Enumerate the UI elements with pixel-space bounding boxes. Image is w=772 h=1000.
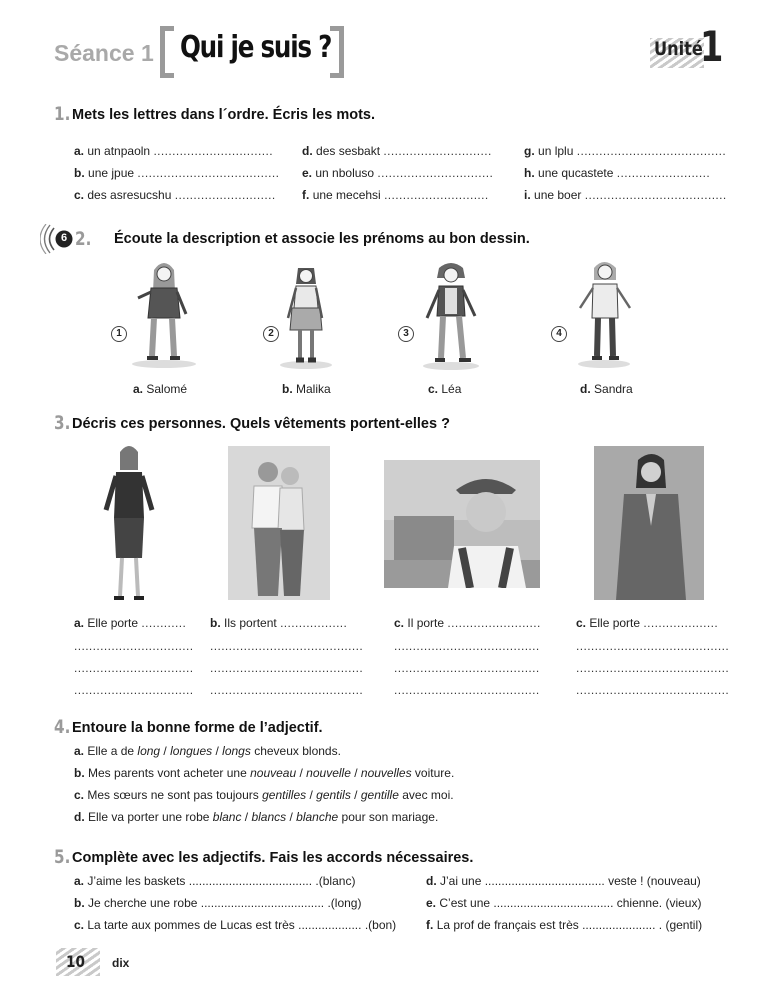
photo-c-farmer [384,460,540,588]
ex3-answer-a: a. Elle porte ............ [74,616,187,630]
ex1-item-c: c. des asresucshu ........................... [74,188,276,202]
ex5-item-c: c. La tarte aux pommes de Lucas est très ................... .(bon) [74,918,397,932]
name-c: c. Léa [428,382,462,396]
ex3-b-line-3[interactable]: ......................................... [210,683,364,697]
audio-track-number: 6 [60,232,68,244]
figure-number-4: 4 [551,326,567,342]
ex4-title: Entoure la bonne forme de l’adjectif. [72,720,323,736]
title-bracket-left [160,26,174,78]
figure-2-drawing [262,262,352,372]
ex1-title: Mets les lettres dans l´ordre. Écris les mots. [72,107,376,123]
ex5-item-d: d. J’ai une .................................... veste ! (nouveau) [426,874,701,888]
ex3-a-line-3[interactable]: ................................ [74,683,194,697]
ex1-item-e: e. un nboluso ............................... [302,166,494,180]
ex3-c-line-3[interactable]: ....................................... [394,683,540,697]
ex4-b-option-2[interactable]: nouvelle [306,766,351,780]
ex1-item-g: g. un lplu ........................................ [524,144,727,158]
ex4-number: 4. [54,716,71,738]
ex4-item-a: a. Elle a de long / longues / longs cheveux blonds. [74,744,341,758]
ex4-item-c: c. Mes sœurs ne sont pas toujours gentilles / gentils / gentille avec moi. [74,788,454,802]
page-number: 10 [66,952,85,971]
name-a: a. Salomé [133,382,188,396]
page-title: Qui je suis ? [180,30,332,65]
ex3-a-line-1[interactable]: ................................ [74,639,194,653]
ex4-b-option-1[interactable]: nouveau [250,766,297,780]
ex4-c-option-3[interactable]: gentille [360,788,399,802]
ex3-c2-line-1[interactable]: ......................................... [576,639,730,653]
ex3-number: 3. [54,412,71,434]
ex3-c-line-2[interactable]: ....................................... [394,661,540,675]
ex1-item-d: d. des sesbakt ............................. [302,144,492,158]
title-bracket-right [330,26,344,78]
ex3-answer-c2: c. Elle porte .................... [576,616,719,630]
ex4-d-option-2[interactable]: blancs [251,810,287,824]
figure-4-drawing [560,256,650,371]
ex3-b-line-1[interactable]: ......................................... [210,639,364,653]
ex5-title: Complète avec les adjectifs. Fais les accords nécessaires. [72,850,474,866]
seance-label: Séance 1 [54,40,154,66]
ex1-item-i: i. une boer ...................................... [524,188,727,202]
ex2-number: 2. [75,228,92,250]
unite-number: 1 [700,22,724,71]
ex5-number: 5. [54,846,71,868]
ex4-a-option-3[interactable]: longs [222,744,251,758]
unite-label: Unité [654,38,703,60]
name-b: b. Malika [282,382,331,396]
ex3-answer-b: b. Ils portent .................. [210,616,348,630]
ex4-d-option-1[interactable]: blanc [212,810,242,824]
ex5-item-e: e. C’est une .................................... chienne. (vieux) [426,896,702,910]
ex4-d-option-3[interactable]: blanche [296,810,339,824]
ex4-a-option-2[interactable]: longues [170,744,213,758]
ex3-b-line-2[interactable]: ......................................... [210,661,364,675]
photo-b-couple [228,446,330,600]
ex1-item-a: a. un atnpaoln ................................ [74,144,273,158]
page-word: dix [112,956,130,970]
ex1-number: 1. [54,103,71,125]
name-d: d. Sandra [580,382,633,396]
ex3-c-line-1[interactable]: ....................................... [394,639,540,653]
ex5-item-b: b. Je cherche une robe ..................................... .(long) [74,896,362,910]
ex5-item-a: a. J’aime les baskets ..................................... .(blanc) [74,874,356,888]
ex4-a-option-1[interactable]: long [137,744,161,758]
ex4-item-b: b. Mes parents vont acheter une nouveau / nouvelle / nouvelles voiture. [74,766,455,780]
ex1-item-b: b. une jpue ...................................... [74,166,280,180]
ex3-a-line-2[interactable]: ................................ [74,661,194,675]
ex3-answer-c: c. Il porte ......................... [394,616,541,630]
ex2-title: Écoute la description et associe les prénoms au bon dessin. [114,231,530,247]
ex4-c-option-1[interactable]: gentilles [262,788,307,802]
figure-number-3: 3 [398,326,414,342]
figure-number-2: 2 [263,326,279,342]
ex1-item-h: h. une qucastete ......................... [524,166,711,180]
figure-1-drawing [120,256,210,371]
ex3-title: Décris ces personnes. Quels vêtements portent-elles ? [72,416,450,432]
ex4-c-option-2[interactable]: gentils [316,788,351,802]
photo-d-woman-coat [594,446,704,600]
ex5-item-f: f. La prof de français est très ...................... . (gentil) [426,918,703,932]
ex4-b-option-3[interactable]: nouvelles [360,766,412,780]
ex1-item-f: f. une mecehsi ............................ [302,188,489,202]
figure-3-drawing [405,258,495,373]
ex4-item-d: d. Elle va porter une robe blanc / blancs / blanche pour son mariage. [74,810,439,824]
photo-a-businesswoman [98,440,160,604]
figure-number-1: 1 [111,326,127,342]
ex3-c2-line-3[interactable]: ......................................... [576,683,730,697]
ex3-c2-line-2[interactable]: ......................................... [576,661,730,675]
